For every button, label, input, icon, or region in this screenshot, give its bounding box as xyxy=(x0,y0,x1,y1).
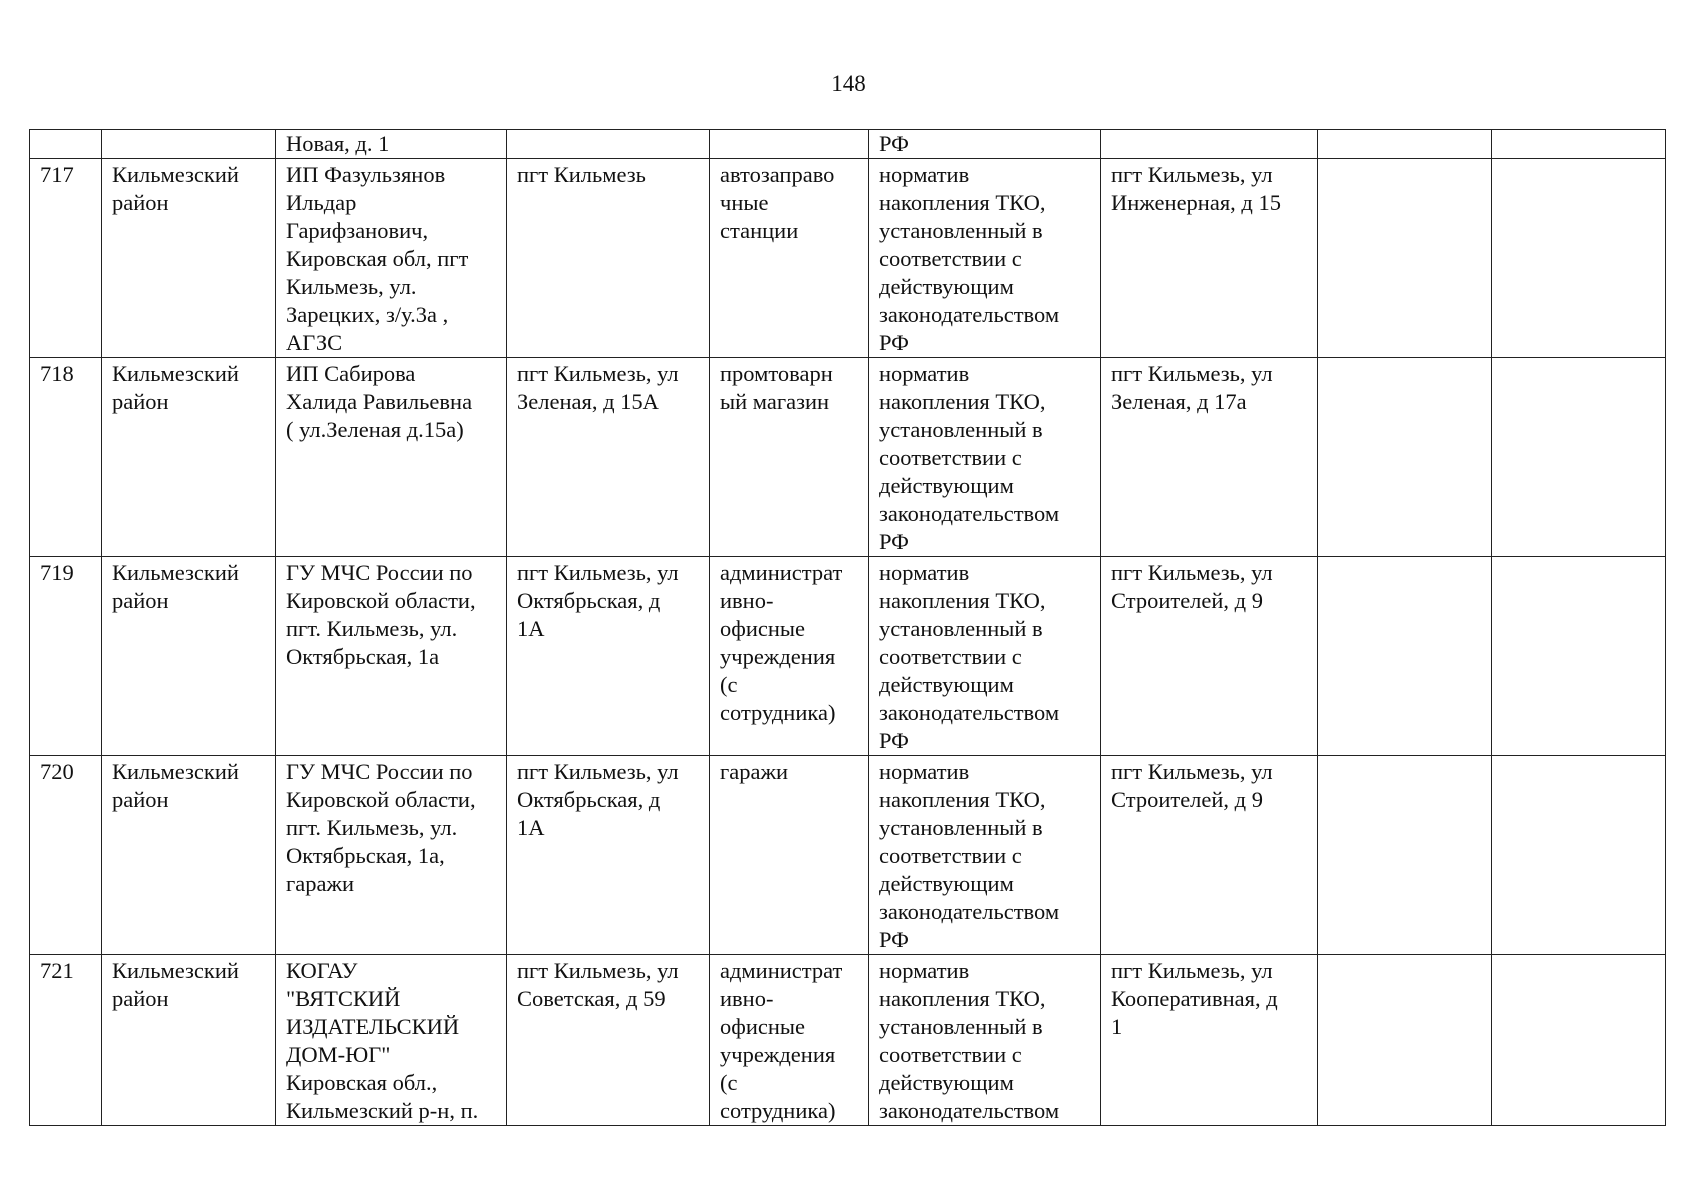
cell-site: пгт Кильмезь, ул Строителей, д 9 xyxy=(1101,756,1318,955)
cell-method: норматив накопления ТКО, установленный в соответствии с действующим законодательством РФ xyxy=(869,756,1101,955)
table-row xyxy=(30,358,1666,557)
cell-number: 721 xyxy=(30,955,102,1126)
cell-site: пгт Кильмезь, ул Инженерная, д 15 xyxy=(1101,159,1318,358)
cell-extra-1 xyxy=(1318,159,1492,358)
cell-site: пгт Кильмезь, ул Строителей, д 9 xyxy=(1101,557,1318,756)
cell-source: Новая, д. 1 xyxy=(276,130,507,159)
cell-number: 717 xyxy=(30,159,102,358)
table-row-continuation xyxy=(30,130,1666,159)
registry-table xyxy=(29,129,1666,1126)
cell-source: ИП Фазульзянов Ильдар Гарифзанович, Кировская обл, пгт Кильмезь, ул. Зарецких, з/у.3а , АГЗС xyxy=(276,159,507,358)
cell-source: ГУ МЧС России по Кировской области, пгт. Кильмезь, ул. Октябрьская, 1а, гаражи xyxy=(276,756,507,955)
cell-location: пгт Кильмезь, ул Зеленая, д 15А xyxy=(507,358,710,557)
cell-category: промтоварн ый магазин xyxy=(710,358,869,557)
cell-extra-2 xyxy=(1492,557,1666,756)
cell-method: норматив накопления ТКО, установленный в соответствии с действующим законодательством xyxy=(869,955,1101,1126)
cell-number xyxy=(30,130,102,159)
cell-method: норматив накопления ТКО, установленный в соответствии с действующим законодательством РФ xyxy=(869,358,1101,557)
cell-method: норматив накопления ТКО, установленный в соответствии с действующим законодательством РФ xyxy=(869,557,1101,756)
cell-extra-2 xyxy=(1492,955,1666,1126)
cell-category: автозаправо чные станции xyxy=(710,159,869,358)
cell-source: КОГАУ "ВЯТСКИЙ ИЗДАТЕЛЬСКИЙ ДОМ-ЮГ" Кировская обл., Кильмезский р-н, п. xyxy=(276,955,507,1126)
cell-district: Кильмезский район xyxy=(102,756,276,955)
table-row xyxy=(30,159,1666,358)
cell-method: норматив накопления ТКО, установленный в соответствии с действующим законодательством РФ xyxy=(869,159,1101,358)
table-row xyxy=(30,756,1666,955)
page-number: 148 xyxy=(831,71,866,96)
cell-extra-2 xyxy=(1492,756,1666,955)
cell-source: ГУ МЧС России по Кировской области, пгт. Кильмезь, ул. Октябрьская, 1а xyxy=(276,557,507,756)
cell-category xyxy=(710,130,869,159)
cell-extra-1 xyxy=(1318,358,1492,557)
cell-extra-2 xyxy=(1492,130,1666,159)
cell-extra-1 xyxy=(1318,557,1492,756)
cell-district: Кильмезский район xyxy=(102,955,276,1126)
cell-site xyxy=(1101,130,1318,159)
cell-method: РФ xyxy=(869,130,1101,159)
table-row xyxy=(30,557,1666,756)
cell-number: 719 xyxy=(30,557,102,756)
cell-site: пгт Кильмезь, ул Кооперативная, д 1 xyxy=(1101,955,1318,1126)
cell-number: 720 xyxy=(30,756,102,955)
cell-number: 718 xyxy=(30,358,102,557)
table-row xyxy=(30,955,1666,1126)
cell-extra-1 xyxy=(1318,756,1492,955)
cell-site: пгт Кильмезь, ул Зеленая, д 17а xyxy=(1101,358,1318,557)
cell-location: пгт Кильмезь xyxy=(507,159,710,358)
cell-location: пгт Кильмезь, ул Октябрьская, д 1А xyxy=(507,557,710,756)
cell-location xyxy=(507,130,710,159)
cell-category: гаражи xyxy=(710,756,869,955)
cell-district: Кильмезский район xyxy=(102,358,276,557)
cell-district xyxy=(102,130,276,159)
cell-category: администрат ивно- офисные учреждения (с сотрудника) xyxy=(710,955,869,1126)
cell-district: Кильмезский район xyxy=(102,557,276,756)
cell-category: администрат ивно- офисные учреждения (с сотрудника) xyxy=(710,557,869,756)
cell-district: Кильмезский район xyxy=(102,159,276,358)
cell-location: пгт Кильмезь, ул Октябрьская, д 1А xyxy=(507,756,710,955)
cell-extra-2 xyxy=(1492,159,1666,358)
cell-extra-1 xyxy=(1318,955,1492,1126)
cell-extra-1 xyxy=(1318,130,1492,159)
cell-source: ИП Сабирова Халида Равильевна ( ул.Зеленая д.15а) xyxy=(276,358,507,557)
cell-location: пгт Кильмезь, ул Советская, д 59 xyxy=(507,955,710,1126)
cell-extra-2 xyxy=(1492,358,1666,557)
